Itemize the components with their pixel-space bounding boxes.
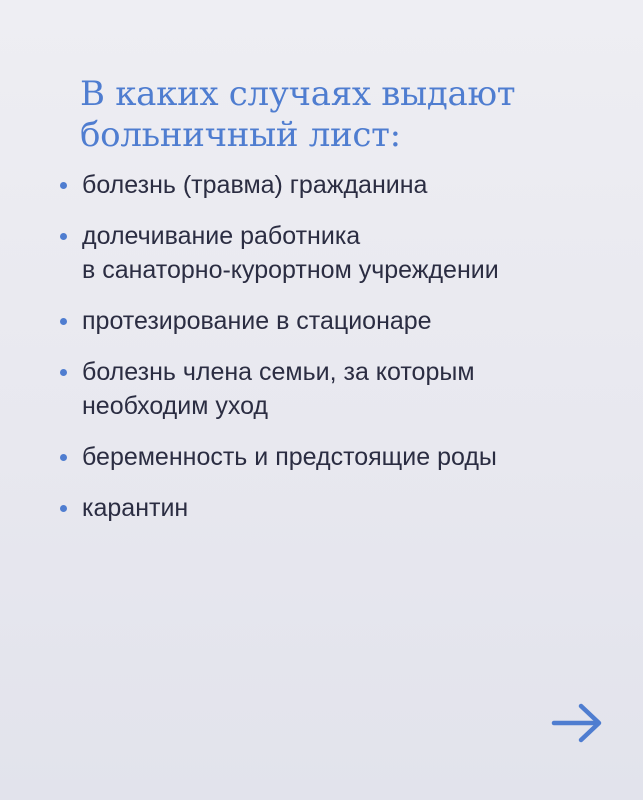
bullet-dot: [60, 182, 67, 189]
list-item: [58, 168, 618, 202]
page-title: [80, 74, 600, 156]
bullet-dot: [60, 505, 67, 512]
bullet-dot: [60, 369, 67, 376]
list-item-text: болезнь (травма) гражданина: [82, 171, 428, 199]
title-line-2: больничный лист:: [80, 115, 401, 155]
bullet-dot: [60, 454, 67, 461]
list-item: [58, 219, 618, 287]
next-slide-button[interactable]: [548, 698, 608, 748]
list-item-text: карантин: [82, 494, 189, 522]
list-item: [58, 355, 618, 423]
list-item-text: долечивание работника: [82, 222, 361, 250]
bullet-dot: [60, 318, 67, 325]
arrow-right-icon: [548, 698, 608, 748]
title-line-1: В каких случаях выдают: [80, 74, 516, 114]
list-item-text: болезнь члена семьи, за которым: [82, 358, 475, 386]
list-item: [58, 440, 618, 474]
list-item: [58, 304, 618, 338]
cases-list: [58, 168, 618, 542]
list-item-text: беременность и предстоящие роды: [82, 443, 497, 471]
list-item-text: протезирование в стационаре: [82, 307, 432, 335]
list-item: [58, 491, 618, 525]
list-item-text: в санаторно-курортном учреждении: [82, 256, 499, 284]
list-item-text: необходим уход: [82, 392, 269, 420]
bullet-dot: [60, 233, 67, 240]
